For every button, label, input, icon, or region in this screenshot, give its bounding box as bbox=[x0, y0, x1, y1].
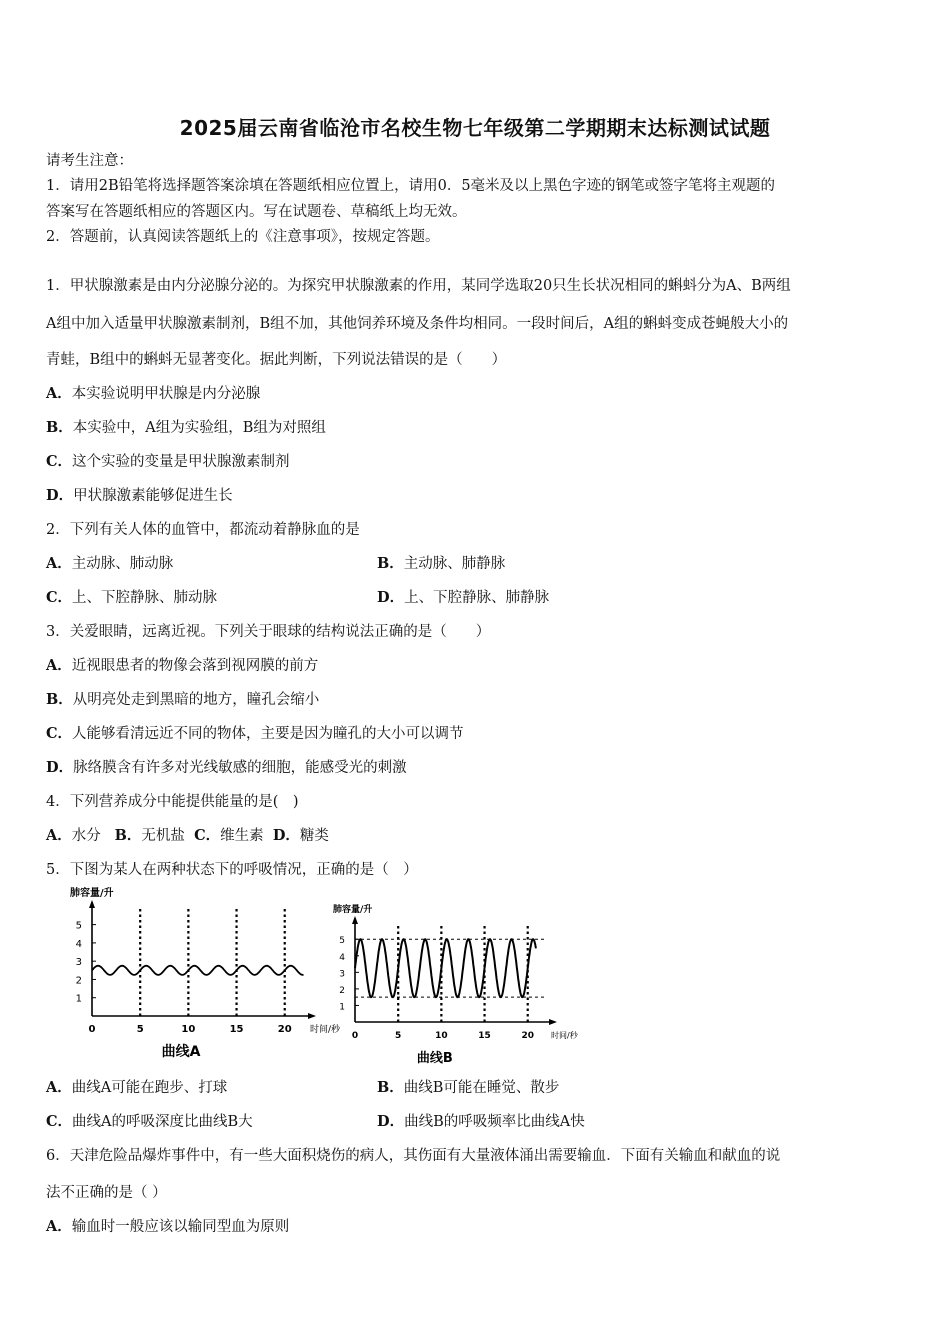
y-tick-label: 5 bbox=[339, 936, 345, 947]
x-tick-label: 15 bbox=[478, 1031, 491, 1041]
notice-line-2: 2．答题前，认真阅读答题纸上的《注意事项》，按规定答题。 bbox=[46, 229, 440, 245]
q5-option-a: A．曲线A可能在跑步、打球 bbox=[46, 1079, 228, 1096]
notice-line-1a: 1．请用2B铅笔将选择题答案涂填在答题纸相应位置上，请用0．5毫米及以上黑色字迹的钢笔或签字笔将主观题的 bbox=[46, 178, 776, 194]
q5-stem: 5．下图为某人在两种状态下的呼吸情况，正确的是（ ） bbox=[46, 862, 418, 878]
x-tick-label: 0 bbox=[351, 1031, 359, 1041]
x-tick-label: 5 bbox=[395, 1031, 402, 1041]
x-tick-label: 10 bbox=[181, 1024, 196, 1035]
q3-option-d: D．脉络膜含有许多对光线敏感的细胞，能感受光的刺激 bbox=[46, 759, 407, 776]
chart-title: 曲线A bbox=[161, 1044, 201, 1060]
x-tick-label: 20 bbox=[521, 1031, 534, 1041]
y-tick-label: 3 bbox=[75, 957, 82, 969]
x-tick-label: 10 bbox=[435, 1031, 448, 1041]
y-axis-arrow bbox=[89, 900, 95, 908]
q1-stem-line-2: A组中加入适量甲状腺激素制剂，B组不加，其他饲养环境及条件均相同。一段时间后，A组的蝌蚪变成苍蝇般大小的 bbox=[46, 316, 789, 332]
q6-option-a: A．输血时一般应该以输同型血为原则 bbox=[46, 1218, 290, 1235]
series-line bbox=[92, 966, 304, 975]
q3-option-a: A．近视眼患者的物像会落到视网膜的前方 bbox=[46, 657, 319, 674]
q1-stem-line-3: 青蛙，B组中的蝌蚪无显著变化。据此判断，下列说法错误的是（ ） bbox=[46, 352, 507, 368]
q2-option-c: C．上、下腔静脉、肺动脉 bbox=[46, 589, 218, 606]
x-axis-label: 时间/秒 bbox=[310, 1025, 341, 1035]
y-tick-label: 3 bbox=[339, 969, 345, 980]
x-axis-arrow bbox=[549, 1019, 557, 1025]
q1-stem-line-1: 1．甲状腺激素是由内分泌腺分泌的。为探究甲状腺激素的作用，某同学选取20只生长状况相同的蝌蚪分为A、B两组 bbox=[46, 278, 791, 294]
chart-curve-b bbox=[335, 900, 580, 1065]
q1-option-d: D．甲状腺激素能够促进生长 bbox=[46, 487, 233, 504]
y-axis-arrow bbox=[352, 916, 358, 924]
q1-option-c: C．这个实验的变量是甲状腺激素制剂 bbox=[46, 453, 290, 470]
x-tick-label: 0 bbox=[88, 1024, 96, 1035]
chart-curve-a bbox=[46, 888, 341, 1063]
q6-stem-line-2: 法不正确的是（ ） bbox=[46, 1185, 167, 1201]
y-tick-label: 1 bbox=[75, 993, 82, 1005]
q3-option-b: B．从明亮处走到黑暗的地方，瞳孔会缩小 bbox=[46, 691, 320, 708]
notice-line-1b: 答案写在答题纸相应的答题区内。写在试题卷、草稿纸上均无效。 bbox=[46, 204, 467, 220]
q2-option-a: A．主动脉、肺动脉 bbox=[46, 555, 174, 572]
notice-heading: 请考生注意： bbox=[46, 153, 133, 169]
q1-option-a: A．本实验说明甲状腺是内分泌腺 bbox=[46, 385, 261, 402]
y-tick-label: 1 bbox=[339, 1002, 345, 1013]
x-tick-label: 5 bbox=[136, 1024, 144, 1035]
series-line bbox=[355, 939, 536, 997]
y-tick-label: 2 bbox=[339, 985, 345, 996]
x-axis-label: 时间/秒 bbox=[551, 1031, 578, 1040]
chart-title: 曲线B bbox=[416, 1051, 453, 1066]
q5-option-b: B．曲线B可能在睡觉、散步 bbox=[377, 1079, 560, 1096]
y-tick-label: 4 bbox=[339, 952, 345, 963]
x-axis-arrow bbox=[308, 1013, 316, 1019]
y-axis-label: 肺容量/升 bbox=[70, 888, 114, 899]
y-tick-label: 2 bbox=[75, 975, 82, 987]
q5-option-d: D．曲线B的呼吸频率比曲线A快 bbox=[377, 1113, 585, 1130]
q5-option-c: C．曲线A的呼吸深度比曲线B大 bbox=[46, 1113, 253, 1130]
q1-option-b: B．本实验中，A组为实验组，B组为对照组 bbox=[46, 419, 326, 436]
page-title: 2025届云南省临沧市名校生物七年级第二学期期末达标测试试题 bbox=[179, 116, 771, 140]
q4-stem: 4．下列营养成分中能提供能量的是( ) bbox=[46, 794, 299, 810]
y-tick-label: 5 bbox=[75, 920, 82, 932]
q2-stem: 2．下列有关人体的血管中，都流动着静脉血的是 bbox=[46, 522, 360, 538]
y-tick-label: 4 bbox=[75, 938, 82, 950]
q2-option-d: D．上、下腔静脉、肺静脉 bbox=[377, 589, 550, 606]
q4-options: A．水分 B．无机盐 C．维生素 D．糖类 bbox=[46, 827, 329, 844]
q6-stem-line-1: 6．天津危险品爆炸事件中，有一些大面积烧伤的病人，其伤面有大量液体涌出需要输血．下面有关输血和献血的说 bbox=[46, 1148, 781, 1164]
q3-stem: 3．关爱眼睛，远离近视。下列关于眼球的结构说法正确的是（ ） bbox=[46, 624, 491, 640]
q2-option-b: B．主动脉、肺静脉 bbox=[377, 555, 506, 572]
x-tick-label: 20 bbox=[277, 1024, 292, 1035]
y-axis-label: 肺容量/升 bbox=[333, 905, 373, 915]
q3-option-c: C．人能够看清远近不同的物体，主要是因为瞳孔的大小可以调节 bbox=[46, 725, 464, 742]
x-tick-label: 15 bbox=[229, 1024, 244, 1035]
